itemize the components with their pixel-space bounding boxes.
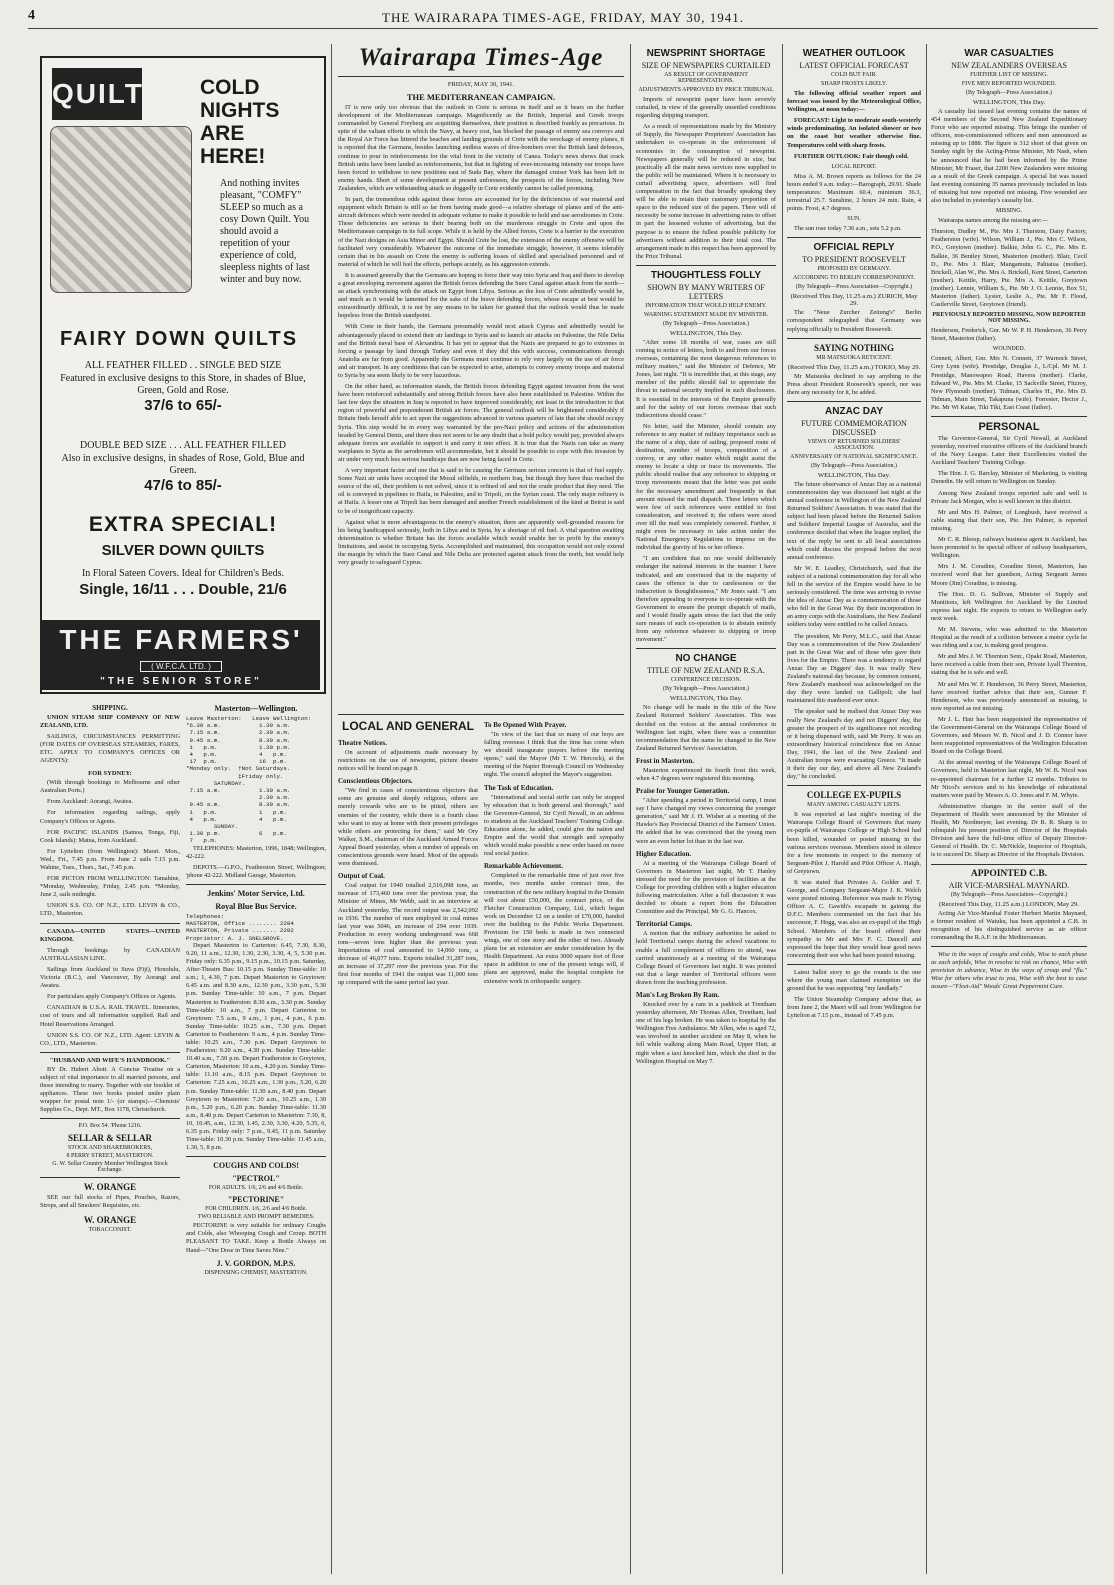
official-loc: (Received This Day, 11.25 a.m.) ZURICH, May 29.	[790, 293, 918, 308]
weather-local: Miss A. M. Brown reports as follows for the 24 hours ended 9 a.m. today:—Barograph, 29.91. Shade temperatures: Maximum 60.4, minimum 36.3, terrestrial 25.7. Sunshine, 2 hours 24 min. Rain, 4 points. Frost, 4.7 degrees.	[787, 172, 921, 213]
item-heading: Theatre Notices.	[338, 739, 387, 747]
thoughtless-body: No letter, said the Minister, should contain any reference to any matter of military importance such as the name of a ship, date of sailing, proposed route of destination, number of troops, composition of a convoy, or any other matter which might assist the enemy to locate a ship or trace its movements. The public should realise that any reference to shipping or troop movements meant that the letter was put aside for the necessary amendment and frequently in that amount missed the mail dispatch. These letters which were few of such references were entitled to first consideration, and received it; the others were stood over till the mail was completely censored. Further, it might even be necessary to take action under the National Emergency Regulations to impress on the individual the gravity of his or her offence.	[636, 422, 776, 552]
weather-body: The following official weather report and forecast was issued by the Meteorological Office, Wellington, at noon today:—	[787, 90, 921, 114]
prev-names: Henderson, Frederick, Gnr. Mr W. P. H. Henderson, 36 Perry Street, Masterton (father).	[931, 327, 1087, 343]
editorial-paragraph: It is assumed generally that the Germans are hoping to force their way into Syria and Iraq and there to develop a great enveloping movement against the British forces defending the Suez Canal against attack from the north—an attack synchronising with the attack on Egypt from Libya. Serious as the loss of Crete admittedly would be, and much as it would be lamented for the sake of the brave defending forces, whose escape at best would be extraordinarily difficult, it is not by any means to be taken for granted that the outlook would thus be made hopeless from the British standpoint.	[338, 271, 624, 320]
anzac-note: VIEWS OF RETURNED SOLDIERS' ASSOCIATION.	[807, 438, 901, 451]
war-five: FIVE MEN REPORTED WOUNDED.	[961, 81, 1057, 87]
war-note: FURTHER LIST OF MISSING.	[970, 72, 1048, 78]
nochange-title: NO CHANGE	[675, 653, 737, 665]
editorial-paragraph: On the other hand, as information stands, the British forces defending Egypt against invasion from the west have been reinforced substantially and strong British forces have also been established in Palestine. Within the last few days the situation in Iraq is reported to have improved considerably, not least in the introduction to that region of powerful and preponderant British air forces. The general outlook will be brightened considerably if Britain finds herself able to act upon the suggestions advanced in various quarters of late that she should occupy Syria. This step would be in every way warranted by the pro-Nazi policy and actions of the administration headed by General Dentz, and there does not seem to be any doubt that a bold policy would pay, provided always adequate forces are available to support it and carry it into effect. It is true that the Nazis can take as many warplanes to Syria as the aerodromes will accommodate, but it should be possible to cope with this invasion by air under very much less serious handicaps than are now being faced in Crete.	[338, 383, 624, 463]
pectrol-name: "PECTROL"	[232, 1174, 280, 1184]
news-column-3	[636, 44, 776, 1572]
weather-cold: COLD BUT FAIR.	[831, 72, 877, 78]
newsprint-sub: SIZE OF NEWSPAPERS CURTAILED	[641, 61, 771, 70]
shipping-column	[40, 700, 180, 1570]
wounded-heading: WOUNDED.	[992, 346, 1026, 353]
shipping-text: For Lyttelton (from Wellington): Maori. Mon., Wed., Fri., 7.45 p.m. From June 2 sails 7.15 p.m. Wahine, Tues., Thurs., Sat., 7.45 p.m.	[40, 847, 180, 871]
anzac-body: The speaker said he realised that Anzac Day was really New Zealand's day and not Diggers' day, the greater the prospect of its significance not receding or it being dispensed with, said Mr Perry. It was an extraordinary historical coincidence that on Anzac Day, 1941, the last of the New Zealand and Australian troops were evacuating Greece. "It made it their day our day, and above all New Zealand's day," he concluded.	[787, 708, 921, 781]
shipping-text: For particulars apply Company's Offices or Agents.	[47, 993, 177, 1001]
news-column-4	[787, 44, 921, 1572]
war-body: A casualty list issued last evening contains the names of 454 members of the Second New Zealand Expeditionary Force who are reported missing. This brings the number of officers, non-commissioned officers and men announced as missing up to 1888. The figure is 312 short of that given on Sunday night by the Acting-Prime Minister, Mr Nash, when he announced that he had been informed by the Prime Minister, Mr Fraser, that 2200 New Zealanders were missing as a result of the Greek campaign. A special list was issued last evening containing 35 names previously included in lists of missing but now reported not missing. Five wounded are also included in yesterday's casualty list.	[931, 108, 1087, 205]
item-heading: The Task of Education.	[484, 783, 554, 792]
personal-item: At the annual meeting of the Wairarapa College Board of Governors, held in Masterton last night, Mr W. B. Nicol was re-appointed chairman for a further 12 months. Tributes to Mr Nicol's services and to his knowledge of educational matters were paid by Messrs A. O. Jones and F. M. Whyte.	[931, 759, 1087, 799]
official-by: (By Telegraph—Press Association—Copyright.)	[795, 284, 913, 291]
thoughtless-warn: WARNING STATEMENT MADE BY MINISTER.	[643, 311, 769, 318]
sellar-name: SELLAR & SELLAR	[67, 1133, 153, 1144]
news-column-5	[931, 44, 1087, 1572]
official-note2: ACCORDING TO BERLIN CORRESPONDENT.	[792, 275, 915, 282]
husband-body: BY Dr. Hubert Abott. A Concise Treatise on a subject of vital importance to all married persons, and those intending to marry. Together with our booklet of appliances. These two books posted under plain wrapper for postal note 1/- (or stamps).—Chemists' Supplies Co., Dept. MT., Box 1178, Christchurch.	[40, 1065, 180, 1114]
weather-outlook: FURTHER OUTLOOK: Fair though cold.	[794, 152, 909, 160]
item-heading: Man's Leg Broken By Ram.	[636, 990, 720, 999]
weather-local-heading: LOCAL REPORT.	[831, 163, 877, 170]
column-rule	[782, 44, 783, 1574]
masthead	[28, 8, 1098, 29]
personal-item: The Hon. D. G. Sullivan, Minister of Supply and Munitions, left Wellington for Auckland by the Limited express last night. He expects to return to Wellington early next week.	[931, 590, 1087, 622]
shipping-text: Through bookings by CANADIAN AUSTRALASIAN LINE.	[40, 946, 180, 962]
shipping-text: (With through bookings to Melbourne and other Australian Ports.)	[40, 779, 180, 795]
timetable-head: Leave Masterton: Leave Wellington:	[186, 715, 312, 722]
nochange-sub: TITLE OF NEW ZEALAND R.S.A.	[647, 666, 765, 676]
official-sub: TO PRESIDENT ROOSEVELT	[802, 255, 906, 265]
cold-nights-headline: COLD NIGHTS ARE HERE!	[200, 76, 280, 168]
timetable-title: Masterton—Wellington.	[214, 704, 298, 713]
silver-down-prices: Single, 16/11 . . . Double, 21/6	[79, 581, 287, 598]
jenkins-sub: Royal Blue Bus Service.	[215, 902, 297, 912]
orange-trade: TOBACCONIST.	[88, 1226, 132, 1233]
saying-note: MR MATSUOKA RETICENT.	[816, 354, 892, 361]
single-bed-desc: Featured in exclusive designs to this Store, in shades of Blue, Green, Gold and Rose.	[60, 373, 306, 396]
missing-heading: MISSING.	[995, 208, 1023, 215]
timetable-column	[186, 700, 326, 1570]
item-body: "International and social strife can only be stopped by education that is both general and thorough," said the Governor-General, Sir Cyril Newall, in an address to students at the Auckland Teachers' Training College. Education alone, he added, could give the nation and Empire and the world that strength and sympathy which would make possible a new order based on more real social justice.	[484, 793, 624, 858]
shipping-text: FOR SYDNEY:	[88, 769, 132, 777]
column-rule	[331, 44, 332, 1574]
editorial-paragraph: In part, the tremendous odds against these forces are accounted for by the deficiencies of war material and equipment which Britain is still so far from having made good—a relative shortage of planes and of the anti-aircraft defences which were needed in adequate volume to make it possible to hold and use aerodromes in Crete. These deficiencies are serious in their bearing both on the murderous struggle in Crete and upon the Mediterranean campaign in its full scope. While it is held by the Allied forces, Crete is a barrier to the execution of the Nazi designs on Asia Minor and Egypt. Should Crete be lost, the extension of the enemy offensive will be facilitated very considerably. Whatever the outcome of the immediate struggle, however, it seems tolerably certain that in his assault on Crete the enemy is suffering losses of skilled and specialised personnel and of material of which he will feel the effects, perhaps acutely, as his aggression extends.	[338, 196, 624, 268]
item-body: Completed in the remarkable time of just over five months, two months under contract time, the construction of the new military hospital in the Domain will cost about £50,000, the contract price, of the Fletcher Construction Company, Ltd., which began work on December 12 on a tender of £70,000, handed over the building to the Public Works Department. Provision for 150 beds is made in two connected wings, one of one story and the other of two. Already plans for an extension are under consideration by the Health Department. An extra 3000 square feet of floor space in addition to one of the present wings will, if plans are approved, make the hospital complete for extensive work in orthopaedic surgery.	[484, 872, 624, 985]
editorial-paragraph: With Crete in their hands, the Germans presumably would next attack Cyprus and admittedly would be advantageously placed to extend their air landings to Syria and to launch air attacks on Palestine, the Nile Delta and the British naval base of Alexandria. It has yet to appear that the Nazis are prepared to go to extremes in forcing a passage by land through Turkey and even if they did this with success, communications through Anatolia are far from good. Apparently the Germans must continue to rely very largely on the use of air force and air transport. In any conditions that can be expected to arise, attempts to convey enemy troops and material to Syria by sea seem likely to be very hazardous.	[338, 323, 624, 379]
item-heading: Output of Coal.	[338, 872, 385, 881]
coughs-body: PECTORINE is very suitable for ordinary Coughs and Colds, also Whooping Cough and Croup. BOTH PLEASANT TO TAKE. Keep a Bottle Always on Hand—"One Dose in Time Saves Nine."	[186, 1222, 326, 1254]
item-heading: Remarkable Achievement.	[484, 862, 563, 871]
college-title: COLLEGE EX-PUPILS	[806, 790, 902, 801]
newspaper-nameplate: Wairarapa Times-Age	[358, 44, 604, 71]
personal-item: Administrative changes in the senior staff of the Department of Health were announced by the Minister of Health, Mr Nordmeyer, last evening. Dr R. R. Sharp is to relinquish his present position of Director of the Hospitals Division and have the full-time office of Deputy Director-General of Health. Dr. C. McNickle, Inspector of Hospitals, is to succeed Dr. Sharp as Director of the Hospitals Division.	[931, 802, 1087, 859]
quilts-logo: QUILTS	[52, 68, 142, 120]
shipping-text: FOR PICTON FROM WELLINGTON: Tamahine, *Monday, Wednesday, Friday, 2.45 p.m. *Monday, June 2, sails midnight.	[40, 875, 180, 899]
personal-item: Mr and Mrs W. F. Henderson, 36 Perry Street, Masterton, have received further advice that their son, Gunner F. Henderson, who was previously announced as missing, is now reported as not missing.	[931, 680, 1087, 712]
thoughtless-body: "After some 18 months of war, cases are still coming to notice of letters, both to and from our forces overseas, containing the most dangerous references to military matters," said the Minister of Defence, Mr Jones, last night. "It is incredible that, at this stage, any member of the public should fail to appreciate the threat to national security implied in such disclosures. It is essential in the interests of the Empire generally and for the safety of our forces overseas that such indiscretions should cease."	[636, 338, 776, 419]
shipping-text: UNION S.S. CO. OF N.Z., LTD. Agent: LEVIN & CO., LTD., Masterton.	[40, 1031, 180, 1047]
weather-title: WEATHER OUTLOOK	[802, 48, 906, 59]
appointed-body: Acting Air Vice-Marshal Foster Herbert Martin Maynard, a former resident of Waiuku, has been appointed a C.B. in recognition of his distinguished service as air officer commanding the R.A.F. in the Mediterranean.	[931, 909, 1087, 941]
sellar-line: STOCK AND SHAREBROKERS,	[67, 1145, 153, 1152]
coughs-two: TWO RELIABLE AND PROMPT REMEDIES.	[197, 1214, 315, 1221]
editorial-paragraph: Against what is more advantageous in the enemy's situation, there are apparently well-grounded reasons for his being handicapped seriously, both in Libya and in Syria, by a shortage of oil fuel. A vital question awaiting determination is whether Britain has the forces available which would enable her to profit by the enemy's limitations, and assist in occupying Syria. Accomplished and maintained, this occupation would not only extend the margin by which the Suez Canal and Nile Delta are protected against attack from the north, but would help very greatly to safeguard Cyprus.	[338, 518, 624, 567]
nochange-by: (By Telegraph—Press Association.)	[663, 686, 749, 693]
saying-loc: (Received This Day, 11.25 a.m.) TOKIO, May 29.	[787, 363, 921, 371]
weather-sub: LATEST OFFICIAL FORECAST	[799, 61, 909, 70]
page-number: 4	[28, 8, 35, 23]
item-body: "In view of the fact that so many of our boys are falling overseas I think that the time has come when we should inaugurate prayers before the meeting opens," said the Mayor (Mr T. W. Hercock), at the meeting of the Napier Borough Council on Wednesday night. The council adopted the Mayor's suggestion.	[484, 731, 624, 779]
college-sub: MANY AMONG CASUALTY LISTS.	[807, 802, 901, 809]
personal-item: Among New Zealand troops reported safe and well is Private Jack Morgan, who is well known in this district.	[931, 489, 1087, 505]
gordon-chemist: DISPENSING CHEMIST, MASTERTON.	[204, 1269, 308, 1276]
anzac-by: (By Telegraph—Press Association.)	[811, 462, 897, 469]
item-heading: To Be Opened With Prayer.	[484, 721, 567, 729]
shipping-company: UNION STEAM SHIP COMPANY OF NEW ZEALAND, LTD.	[40, 714, 180, 730]
item-heading: Praise for Younger Generation.	[636, 787, 730, 796]
nochange-note: CONFERENCE DECISION.	[670, 677, 742, 684]
timetable-depots: DEPOTS.—G.P.O., Featherston Street, Wellington; 'phone 42-222. Midland Garage, Masterton.	[186, 863, 326, 879]
orange-body: SEE our full stocks of Pipes, Pouches, Razors, Strops, and all Smokers' Requisites, etc.	[40, 1194, 180, 1210]
orange-sig: W. ORANGE	[83, 1214, 137, 1225]
shipping-text: For information regarding sailings, apply Company's Offices or Agents.	[40, 809, 180, 825]
fairy-down-headline: FAIRY DOWN QUILTS	[60, 328, 299, 350]
double-bed-line: DOUBLE BED SIZE . . . ALL FEATHER FILLED	[79, 440, 286, 451]
single-bed-line: ALL FEATHER FILLED . . SINGLE BED SIZE	[84, 360, 282, 371]
sellar-line: 8 PERRY STREET, MASTERTON.	[66, 1153, 154, 1160]
thoughtless-note: INFORMATION THAT WOULD HELP ENEMY.	[645, 302, 767, 309]
jenkins-tel: Telephones: MASTERTON, Office ........ 2284 MASTERTON, Private ....... 2282 Proprietor: A. J. SNELGROVE.	[186, 913, 294, 942]
appointed-by: (By Telegraph—Press Association—Copyright.)	[950, 891, 1068, 898]
anzac-body: Mr W. E. Leadley, Christchurch, said that the subject of a national commemoration day for all who fell in the service of the Empire would have to be seriously considered. The time was arriving to revise the idea of Anzac Day as a commemoration of those who fell in the Great War. By their incorporation in an army corps with the Australians, the New Zealand soldiers today were entitled to be called Anzacs.	[787, 564, 921, 629]
missing-names: Thurston, Dudley M., Pte. Mrs J. Thurston, Dairy Factory, Featherston (wife). Wilson, William J., Pte. Mrs C. Wilson, P.O., Greytown (mother). Balkie, John G. C., Pte. Mrs E. Balkie, 36 Bentley Street, Masterton (mother). Blair, Cecil D., Pte. Mrs J. Blair, Mangamutu, Pahiatua (mother). Brickell, Alan W., Pte. Mrs A. Brickell, Kent Street, Carterton (mother). Keittle, Harry, Pte. Mrs A. Keittle, Greytown (mother). Lennie, William S., Pte. Mr J. O. Lennie, Box 51, Masterton (father). Lyster, Leslie A., Pte. Mr F. Flood, Castlerville Street, Greytown (friend).	[931, 228, 1087, 309]
senior-store-label: "THE SENIOR STORE"	[100, 676, 262, 687]
editorial-paragraph: IT is now only too obvious that the outlook in Crete is serious in itself and as it bears on the further development of the Mediterranean campaign. Magnificently as the British, Imperial and Greek troops commanded by General Freyberg are acquitting themselves, their position is described frankly as precarious. In spite of the valiant efforts in which the Navy, at heavy cost, has blocked the passage of enemy sea convoys and the Royal Air Force has littered the beaches and landing grounds of Crete with the wreckage of enemy planes, it is reported that the Germans, besides launching endless waves of dive-bombers over the British land defences, continue to pour in reinforcements for the vital front in the vicinity of Canea. Today's news shows that crack British units have been landed as reinforcements, but that in fighting of ever-increasing intensity our troops have been forced to withdraw to new positions east of Suda Bay, where the damaged cruiser York has been left in enemy hands. Short of some development at present unforeseen, the prospects of the forces, including New Zealanders, which are withstanding attack so doggedly in Crete evidently cannot be called promising.	[338, 104, 624, 192]
sellar-top: P.O. Box 54. 'Phone 1216.	[78, 1123, 142, 1130]
item-heading: Frost in Masterton.	[636, 756, 694, 765]
ad-intro-text: And nothing invites pleasant, "COMFY" SLEEP so much as a cosy Down Quilt. You should avoid a repetition of your experience of cold, sleepless nights of last winter and buy now.	[220, 178, 310, 285]
personal-item: Mr J. L. Hair has been reappointed the representative of the Government-General on the Wairarapa College Board of Governors, and Messrs W. B. Nicol and J. D. Connor have been reappointed representatives of the Wellington Education Board on the College Board.	[931, 715, 1087, 756]
item-body: On account of adjustments made necessary by restrictions on the use of newsprint, picture theatre notices will be found on page 8.	[338, 749, 478, 773]
thoughtless-loc: WELLINGTON, This Day.	[669, 329, 743, 337]
war-sub: NEW ZEALANDERS OVERSEAS	[951, 61, 1067, 70]
item-body: A motion that the military authorities be asked to hold Territorial camps during the school vacations to enable a full complement of officers to attend, was carried unanimously at a meeting of the Wairarapa College Board of Governors last night. It was pointed out that a large number of Territorial officers were drawn from the teaching profession.	[636, 930, 776, 986]
shipping-text: FOR PACIFIC ISLANDS (Samoa, Tonga, Fiji, Cook Islands): Matua, from Auckland.	[40, 828, 180, 844]
masthead-title: THE WAIRARAPA TIMES-AGE, FRIDAY, MAY 30, 1941.	[382, 10, 744, 25]
thoughtless-by: (By Telegraph—Press Association.)	[663, 320, 749, 327]
gordon-name: J. V. GORDON, M.P.S.	[216, 1258, 296, 1268]
silver-down-headline: SILVER DOWN QUILTS	[101, 542, 265, 559]
local-general-section	[338, 714, 624, 1573]
item-heading: Higher Education.	[636, 849, 692, 858]
anzac-body: The president, Mr Perry, M.L.C., said that Anzac Day was a commemoration of the New Zealanders' part in the Great War and of those who gave their lives for the Empire. There was a tendency to regard Anzac Day as Diggers' day. It was really New Zealand's national day because, by common consent, New Zealand's manhood was acknowledged on the day they were landed on Gallipoli; she had maintained this manhood ever since.	[787, 632, 921, 705]
column-rule	[926, 44, 927, 1574]
anzac-body: The future observance of Anzac Day as a national commemoration day was discussed last night at the annual conference in Wellington of the New Zealand Returned Soldiers' Association. It was stated that the subject had been placed before the Returned Sailors and Soldiers' Imperial League of Australia, and the conference decided that when the league replied, the text of the reply be sent to all local associations which could discuss the proposal before the next annual conference.	[787, 480, 921, 561]
shipping-text: SAILINGS, CIRCUMSTANCES PERMITTING (FOR DATES OF OVERSEAS STEAMERS, FARES, ETC. APPLY TO COMPANY'S OFFICES OR AGENTS):	[40, 733, 180, 765]
item-body: At a meeting of the Wairarapa College Board of Governors in Masterton last night, Mr T. Hanley stressed the need for the provision of facilities at the College for providing children with a higher education following matriculation. After a full discussion it was decided to obtain a report from the Education Committee and the Principal, Mr G. G. Hancox.	[636, 859, 776, 916]
item-body: Knocked over by a ram in a paddock at Trentham yesterday afternoon, Mr Thomas Allen, Trentham, had one of his legs broken. He was taken to hospital by the Wellington Free Ambulance. Mr Allen, who is aged 72, was involved in another accident on May 8, when he fell while walking along Main Road, Upper Hutt, at night when a taxi knocked him, which she died in the Wellington Hospital on May 7.	[636, 1000, 776, 1065]
weather-sun: The sun rose today 7.36 a.m., sets 5.2 p.m.	[794, 225, 902, 233]
missing-intro: Wairarapa names among the missing are:—	[938, 217, 1048, 225]
war-loc: WELLINGTON, This Day.	[972, 99, 1046, 106]
local-general-title: LOCAL AND GENERAL	[342, 719, 474, 733]
weather-sun-heading: SUN.	[847, 216, 861, 223]
appointed-sub: AIR VICE-MARSHAL MAYNARD.	[948, 880, 1070, 890]
pectorine-children: FOR CHILDREN. 1/6, 2/6 and 4/6 Bottle.	[205, 1206, 307, 1213]
thoughtless-title: THOUGHTLESS FOLLY	[650, 269, 762, 281]
saying-title: SAYING NOTHING	[814, 342, 894, 353]
personal-item: Mr and Mrs H. Palmer, of Longbush, have received a cable stating that their son, Pte. Jim Palmer, is reported missing.	[931, 508, 1087, 532]
weather-frosts: SHARP FROSTS LIKELY.	[821, 81, 887, 87]
single-bed-price: 37/6 to 65/-	[144, 397, 222, 414]
pectorine-name: "PECTORINE"	[227, 1195, 285, 1205]
item-body: Masterton experienced its fourth frost this week, when 4.7 degrees were registered this morning.	[636, 766, 776, 782]
newsprint-approved: ADJUSTMENTS APPROVED BY PRICE TRIBUNAL	[638, 87, 774, 93]
quilt-illustration	[50, 126, 192, 293]
double-bed-price: 47/6 to 85/-	[144, 477, 222, 494]
extra-special-headline: EXTRA SPECIAL!	[88, 513, 278, 536]
editorial-paragraph: A very important factor and one that is said to be causing the Germans serious concern is that of fuel supply. Some Nazi air units have occupied the Mosul oilfields, in northern Iraq, but though they have thus reached the source of the oil, their problem is not solved, since it is refined oil and not the crude product that they need. The oil is conveyed in pipelines to Haifa, in Palestine, and to Tripoli, on the Syrian coast. The only major refinery is at Haifa. A lesser one at Tripoli has been damaged and another French establishment of the kind at Beirut is said to be of insignificant capacity.	[338, 467, 624, 515]
orange-name: W. ORANGE	[83, 1182, 137, 1193]
personal-item: Mr M. Stevens, who was admitted to the Masterton Hospital as the result of a collision between a motor cycle he was riding and a car, is making good progress.	[931, 625, 1087, 650]
personal-item: Mr C. R. Bleesp, railways business agent in Auckland, has been promoted to be special officer of railway headquarters, Wellington.	[931, 536, 1087, 560]
ballot-note: Latest ballot story to go the rounds is the one where the young man claimed exemption on the ground that he was supporting "my landlady."	[787, 968, 921, 993]
item-body: Coal output for 1940 totalled 2,516,098 tons, an increase of 173,460 tons over the previous year, the Minister of Mines, Mr Webb, said in an interview at Auckland yesterday. The record output was 2,542,092 in 1936. The number of men employed in coal mines last year was 5046, an increase of 294 over 1939. Production in every working underground was 668 tons—seven tons higher than the previous year. Importations of coal amounted to 14,060 tons, a decrease of 46,077 tons. Exports totalled 31,287 tons, an increase of 37,297 over the previous year. For the first four months of 1941 the output was 11,000 tons up compared with the same period last year.	[338, 882, 478, 987]
college-body: It was reported at last night's meeting of the Wairarapa College Board of Governors that many ex-pupils of Wairarapa College or High School had been killed, wounded or posted missing in the various services overseas. Members stood in silence for a few moments in respect to the memory of Sergeant-Pilot J. Harold and Pilot Officer A. Haigh, of Greytown.	[787, 811, 921, 875]
appointed-loc: (Received This Day, 11.25 a.m.) LONDON, May 29.	[938, 900, 1080, 908]
jenkins-body: Depart Masterton to Carterton: 6.45, 7.30, 8.30, 9.20, 11 a.m., 12.30, 1.30, 2.30, 3.30, 4, 5, 5.30 p.m. Friday only: 6.35 p.m., 9.15 p.m., 10.15 p.m. Saturday, After-Theatre Bus: 10.15 p.m. Sunday Time-table: 10 a.m.; 1, 4.30, 7 p.m. Depart Masterton to Greytown: 6.45 a.m. and 8.30 a.m., 12.30 p.m., 3.30 p.m., 5.30 p.m. Sunday Time-table: 10 a.m., 7 p.m. Depart Masterton to Featherston: 8.30 a.m., 3.30 p.m. Sunday Time-table: 10 a.m., 7 p.m. Depart Carterton to Greytown: 7.5 a.m., 9 a.m., 1 p.m., 4 p.m., 6 p.m. Sunday Time-table: 10.25 a.m., 7.30 p.m. Depart Carterton to Featherston: 9 a.m., 4 p.m. Sunday Time-table: 10.25 a.m., 7.30 p.m. Depart Greytown to Featherston: 9.20 a.m., 4.30 p.m. Sunday Time-table: 10.40 a.m., 7.50 p.m. Depart Featherston to Greytown, Carterton, Masterton: 10 a.m., 4.20 p.m. Sunday Time-table: 11.10 a.m., 8.15 p.m. Depart Greytown to Carterton: 7.25 a.m., 10.25 a.m., 1.30 p.m., 5.20, 6.20 p.m. Sunday Time-table: 11.30 a.m., 8.40 p.m. Depart Greytown to Masterton: 7.20 a.m., 10.25 a.m., 1.30 p.m., 5.20 p.m., 6.20 p.m. Sunday Time-table: 11.30 a.m., 8.40 p.m. Depart Carterton to Masterton: 7.30, 8, 10, 10.45, a.m., 12.30, 1.45, 2.30, 3.30, 4.20, 5.35, 6, 6.35 p.m. Friday only: 7 p.m., 9.45, 11 p.m. Saturday Time-table: 10.30 p.m. Sunday Time-table: 11.45 a.m., 1.30, 5, 8 p.m.	[186, 941, 326, 1152]
shipping-text: UNION S.S. CO. OF N.Z., LTD. LEVIN & CO., LTD., Masterton.	[40, 902, 180, 918]
shipping-text: Sailings from Auckland to Suva (Fiji), Honolulu, Victoria (B.C.), and Vancouver, By Aorangi and Awatea.	[40, 965, 180, 990]
thoughtless-body: "I am confident that no one would deliberately endanger the national interests in the manner I have indicated, and am convinced that in the majority of cases the offence is due to carelessness or the indiscretion is thoughtlessness," Mr Jones said. "I am therefore appealing to everyone to co-operate with the Government to ensure the prompt dispatch of mails, and I would finally again stress the fact that the only sure means of such co-operation is to abstain entirely from any reference whatever to shipping or troop movement."	[636, 555, 776, 644]
official-note: PROPOSED BY GERMANY.	[817, 266, 891, 273]
official-title: OFFICIAL REPLY	[813, 242, 895, 254]
newsprint-body: As a result of representations made by the Ministry of Supply, the Newspaper Proprietors' Association has undertaken to co-operate in the enforcement of economies in the consumption of newsprint. Newspapers generally will be reduced in size, but practically all the main news services now supplied to the public will be maintained. Where it is necessary to curtail advertising space, advertisers will find compensation in the fact that broadly speaking they will be able to retain their customary proportion of space to the reduced size of the papers. There will of necessity be some increase in advertising rates to offset in part the lessened volume of advertising, but the purpose is to ensure the fullest possible publicity for advertisers without addition to their total cost. The arrangement made in this respect has been approved by the Price Tribunal.	[636, 123, 776, 260]
war-by: (By Telegraph—Press Association.)	[966, 90, 1052, 96]
shipping-text: CANADIAN & U.S.A. RAIL TRAVEL. Itineraries, cost of tours and all information supplied. Rail and Hotel Reservations Arranged.	[40, 1004, 180, 1028]
official-body: The "Neue Zurcher Zeitung's" Berlin correspondent telegraphed that Germany was replying officially to President Roosevelt.	[787, 309, 921, 333]
newsprint-note: AS RESULT OF GOVERNMENT REPRESENTATIONS.	[664, 72, 748, 84]
wfca-label: ( W.F.C.A. LTD. )	[140, 661, 222, 672]
shipping-text: CANADA—UNITED STATES—UNITED KINGDOM.	[40, 927, 180, 943]
nochange-loc: WELLINGTON, This Day.	[669, 695, 743, 703]
farmers-name: THE FARMERS'	[59, 624, 303, 655]
college-body: It was stated that Privates A. Golder and T. George, and Company Sergeant-Major J. K. Welch were posted missing. Reference was made to Flying Officer A. C. Gawith's escapade in gaining the D.F.C. Members commented on the fact that his successor, F. Hogg, was also an ex-pupil of the High School. Members of the board offered their sympathy to Mr and Mrs F. C. Dancell and expressed the hope that they would hear good news concerning their son who had been posted missing.	[787, 879, 921, 959]
editorial-column	[338, 44, 624, 709]
anzac-sub: FUTURE COMMEMORATION DISCUSSED	[801, 418, 907, 437]
weather-forecast: FORECAST: Light to moderate south-westerly winds predominating. An isolated shower or two on the coast but weather otherwise fine. Temperatures cold with sharp frosts.	[787, 117, 921, 149]
steamship-note: The Union Steamship Company advise that, as from June 2, the Maori will sail from Wellington for Lyttelton at 7.15 p.m., instead of 7.45 p.m.	[787, 996, 921, 1020]
sellar-line: G. W. Sellar Country Member Wellington Stock Exchange.	[52, 1161, 168, 1174]
personal-item: The Governor-General, Sir Cyril Newall, at Auckland yesterday, received executive officers of the Auckland branch of the Navy League. Later their Excellencies visited the Auckland Teachers' Training College.	[931, 435, 1087, 467]
editorial-date: FRIDAY, MAY 30, 1941.	[447, 81, 515, 88]
farmers-quilts-advertisement	[40, 56, 326, 694]
shipping-text: From Auckland: Aorangi, Awatea.	[47, 798, 133, 806]
item-heading: Conscientious Objectors.	[338, 777, 413, 786]
item-heading: Territorial Camps.	[636, 920, 693, 929]
column-rule	[630, 44, 631, 1574]
editorial-title: THE MEDITERRANEAN CAMPAIGN.	[406, 92, 556, 102]
shipping-title: SHIPPING.	[92, 704, 128, 712]
farmers-logo	[42, 620, 320, 690]
personal-item: Mrs J. M. Coradine, Coradine Street, Masterton, has received word that her grandson, Acting Sergeant James Moore (Jim) Coradine, is missing.	[931, 563, 1087, 587]
timetable-tel: TELEPHONES: Masterton, 1996, 1848; Wellington, 42-222.	[186, 844, 326, 860]
war-title: WAR CASUALTIES	[964, 48, 1054, 59]
peppermint-cure-poem: Wise in the ways of coughs and colds, Wise to each phase as each unfolds, Wise in resolve to risk no chance, Wise with provision in advance, Wise in the ways of croup and "flu." Wise for others who trust to you, Wise with the best to ease assure—"Fleet-Aid" Woods' Great Peppermint Cure.	[931, 950, 1087, 991]
pectrol-adults: FOR ADULTS. 1/6, 2/6 and 4/6 Bottle.	[208, 1185, 304, 1192]
coughs-title: COUGHS AND COLDS!	[213, 1161, 299, 1171]
wounded-names: Connett, Albert, Gnr. Mrs N. Connett, 37 Warnock Street, Grey Lynn (wife). Prestidge, Douglas J., L/Cpl. Mr M. J. Prestidge, Manowapoo Road, Havera (mother). Clarke, Edward W., Pte. Mrs M. Clarke, 15 Sackville Street, Fitzroy, New Plymouth (mother). Tidman, Charles H., Pte. Mrs D. Tidman, Main Street, Takapuna (wife). Forrester, Hector J., Pte. Mr Wi Katae, Tiki Tiki, East Coast (father).	[931, 355, 1087, 411]
item-body: "After spending a period in Territorial camp, I must say I have changed my views concerning the younger generation," said Mr J. H. Wisher at a meeting of the Hawke's Bay Provincial District of the Farmers' Union. He added that he was convinced that the young men were an even better lot than in the last war.	[636, 797, 776, 845]
prev-heading: PREVIOUSLY REPORTED MISSING, NOW REPORTED NOT MISSING.	[932, 312, 1086, 325]
newsprint-body: Imports of newsprint paper have been severely curtailed, in view of the generally unsettled conditions regarding shipping transport.	[636, 96, 776, 120]
personal-title: PERSONAL	[978, 421, 1040, 433]
nochange-body: No change will be made in the title of the New Zealand Returned Soldiers' Association. This was decided on the voices at the annual conference in Wellington last night, when there was a committee recommendation that the name be changed to the New Zealand Returned Services' Association.	[636, 704, 776, 752]
personal-item: The Hon. J. G. Barclay, Minister of Marketing, is visiting Dunedin. He will return to Wellington on Sunday.	[931, 470, 1087, 486]
anzac-loc: WELLINGTON, This Day.	[817, 471, 891, 479]
personal-item: Mr and Mrs J. W. Thornton Senr., Opaki Road, Masterton, have received a cable from their son, Private Lyall Thornton, stating that he is safe and well.	[931, 653, 1087, 677]
husband-title: "HUSBAND AND WIFE'S HANDBOOK."	[49, 1056, 171, 1064]
silver-down-desc: In Floral Sateen Covers. Ideal for Children's Beds.	[81, 568, 285, 579]
appointed-title: APPOINTED C.B.	[970, 868, 1048, 879]
item-body: "We find in cases of conscientious objectors that some are genuine and deeply religious, others are merely cowards who are to be pitied, others are enemies of the country, while there is a fourth class who want to stay at home with their present privileges while others are protecting for them," said Mr Ory Walker, S.M., chairman of the Auckland Armed Forces Appeal Board yesterday, when a number of appeals on conscientious grounds were heard. Most of the appeals were dismissed.	[338, 787, 478, 868]
editorial-body	[338, 104, 624, 567]
thoughtless-sub: SHOWN BY MANY WRITERS OF LETTERS	[647, 282, 765, 301]
newsprint-title: NEWSPRINT SHORTAGE	[646, 48, 766, 59]
jenkins-title: Jenkins' Motor Service, Ltd.	[207, 889, 305, 899]
timetable-rows: *6.30 a.m. 1.30 a.m. 7.15 a.m. 2.30 a.m. 9.45 a.m. 8.30 a.m. 1 p.m. 1.30 p.m. 4 p.m. 4 p.m. 17 p.m. 16 p.m. *Monday only. †Not Saturdays. ‡Friday only. SATURDAY. 7.15 a.m. 1.30 a.m. 2.30 a.m. 9.45 a.m. 8.30 a.m. 1 p.m. 1 p.m. 4 p.m. 4 p.m. SUNDAY. 1.30 p.m. 6 p.m. 7 p.m.	[186, 722, 291, 845]
saying-body: Mr Matsuoka declined to say anything to the Press about President Roosevelt's speech, nor was there any necessity for it, he added.	[787, 372, 921, 396]
double-bed-desc: Also in exclusive designs, in shades of Rose, Gold, Blue and Green.	[61, 453, 305, 476]
anzac-title: ANZAC DAY	[825, 405, 883, 417]
anzac-note2: ANNIVERSARY OF NATIONAL SIGNIFICANCE.	[790, 453, 918, 460]
